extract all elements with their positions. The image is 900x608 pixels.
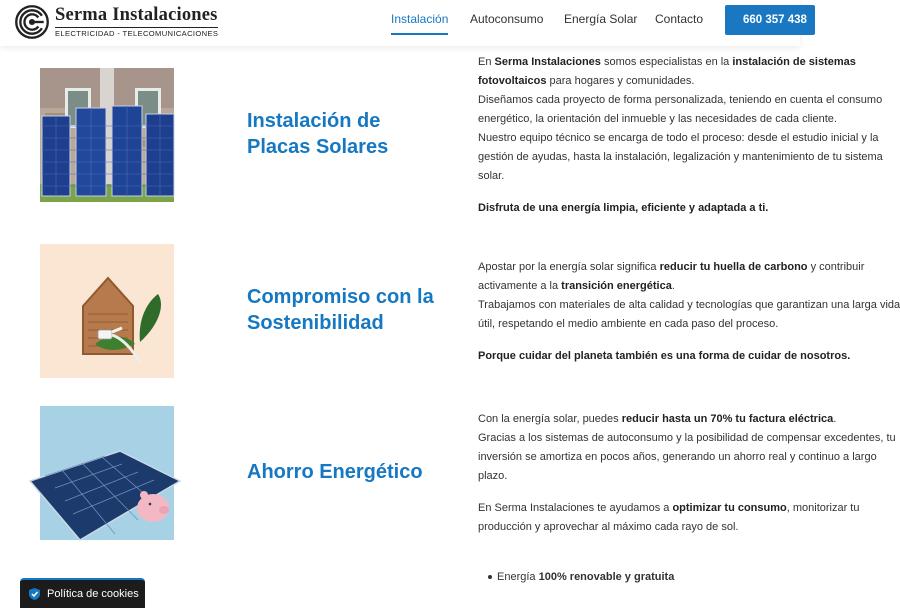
nav-item-autoconsumo[interactable]: Autoconsumo — [470, 12, 544, 26]
text-run: solar. — [478, 170, 505, 182]
wooden-house-plug-leaves-photo — [40, 244, 174, 378]
paragraph-line — [478, 518, 800, 537]
paragraph-line — [478, 53, 856, 72]
cookie-policy-label: Política de cookies — [47, 588, 139, 600]
paragraph-line — [478, 467, 800, 486]
paragraph-line — [478, 91, 883, 110]
text-run: En Serma Instalaciones te ayudamos a — [478, 502, 673, 514]
section-text-sostenibilidad — [478, 258, 900, 366]
text-emphasis: reducir tu huella de carbono — [659, 261, 808, 273]
text-run: somos especialistas en la — [600, 56, 733, 68]
paragraph-line — [478, 410, 837, 429]
text-run: Nuestro equipo técnico se encarga de todo el proceso: desde el estudio inicial y la — [478, 132, 879, 144]
paragraph-line — [478, 72, 800, 91]
text-run: y contribuir — [807, 261, 865, 273]
text-emphasis: Disfruta de una energía limpia, eficiente y adaptada a ti. — [478, 202, 769, 214]
paragraph-line — [478, 347, 851, 366]
text-run: activamente a la — [478, 280, 562, 292]
feature-list-item — [497, 568, 674, 586]
text-run: , monitorizar tu — [786, 502, 860, 514]
site-logo[interactable] — [14, 2, 218, 42]
text-emphasis: transición energética — [561, 280, 672, 292]
text-run: Apostar por la energía solar significa — [478, 261, 660, 273]
site-header — [0, 0, 807, 46]
nav-item-instalacion[interactable]: Instalación — [391, 12, 448, 35]
paragraph-line — [478, 167, 800, 186]
cookie-policy-button[interactable] — [20, 578, 145, 608]
section-title-instalacion: Instalación de Placas Solares — [247, 110, 389, 158]
paragraph-line — [478, 199, 800, 218]
text-run: energético, la orientación del inmueble y las necesidades de cada cliente. — [478, 113, 837, 125]
text-run: gestión de ayudas, hasta la instalación, legalización y mantenimiento de tu sistema — [478, 151, 883, 163]
logo-name: Serma Instalaciones — [55, 5, 218, 26]
paragraph-line — [478, 110, 837, 129]
text-emphasis: fotovoltaicos — [478, 75, 547, 87]
paragraph-line — [478, 258, 865, 277]
text-emphasis: optimizar tu consumo — [672, 502, 787, 514]
paragraph-line — [478, 499, 860, 518]
text-emphasis: Porque cuidar del planeta también es una forma de cuidar de nosotros. — [478, 350, 851, 362]
text-run: plazo. — [478, 470, 508, 482]
paragraph-line — [478, 296, 900, 315]
text-run: En — [478, 56, 495, 68]
solar-panel-piggy-bank-photo — [40, 406, 174, 540]
section-text-instalacion — [478, 53, 883, 218]
text-run: . — [833, 413, 837, 425]
logo-mark-icon — [14, 4, 50, 40]
phone-button[interactable] — [725, 5, 815, 35]
text-run: útil, respetando el medio ambiente en cada paso del proceso. — [478, 318, 779, 330]
logo-tagline: ELECTRICIDAD - TELECOMUNICACIONES — [55, 28, 219, 38]
shield-check-icon — [28, 587, 41, 601]
section-title-sostenibilidad: Compromiso con la Sostenibilidad — [247, 286, 434, 334]
paragraph-line — [478, 129, 879, 148]
text-run: Diseñamos cada proyecto de forma personalizada, teniendo en cuenta el consumo — [478, 94, 883, 106]
text-run: Gracias a los sistemas de autoconsumo y la posibilidad de compensar excedentes, tu — [478, 432, 896, 444]
text-run: Con la energía solar, puedes — [478, 413, 622, 425]
paragraph-line — [478, 448, 877, 467]
paragraph-line — [478, 277, 800, 296]
text-run: para hogares y comunidades. — [546, 75, 695, 87]
paragraph-line — [478, 429, 896, 448]
text-emphasis: reducir hasta un 70% tu factura eléctrica — [621, 413, 834, 425]
text-emphasis: 100% renovable y gratuita — [538, 571, 675, 583]
section-text-ahorro — [478, 410, 896, 537]
nav-item-energia-solar[interactable]: Energía Solar — [564, 12, 638, 26]
text-run: . — [671, 280, 675, 292]
text-run: Trabajamos con materiales de alta calidad y tecnologías que garantizan una larga vida — [478, 299, 900, 311]
nav-item-contacto[interactable]: Contacto — [655, 12, 704, 26]
text-emphasis: Serma Instalaciones — [494, 56, 601, 68]
solar-panels-house-photo — [40, 68, 174, 202]
text-emphasis: instalación de sistemas — [732, 56, 856, 68]
phone-number: 660 357 438 — [743, 14, 807, 26]
text-run: Energía — [497, 571, 539, 583]
text-run: producción y aprovechar al máximo cada rayo de sol. — [478, 521, 739, 533]
text-run: inversión se amortiza en pocos años, generando un ahorro real y continuo a largo — [478, 451, 877, 463]
paragraph-line — [478, 148, 883, 167]
paragraph-line — [478, 315, 800, 334]
section-title-ahorro: Ahorro Energético — [247, 461, 423, 483]
